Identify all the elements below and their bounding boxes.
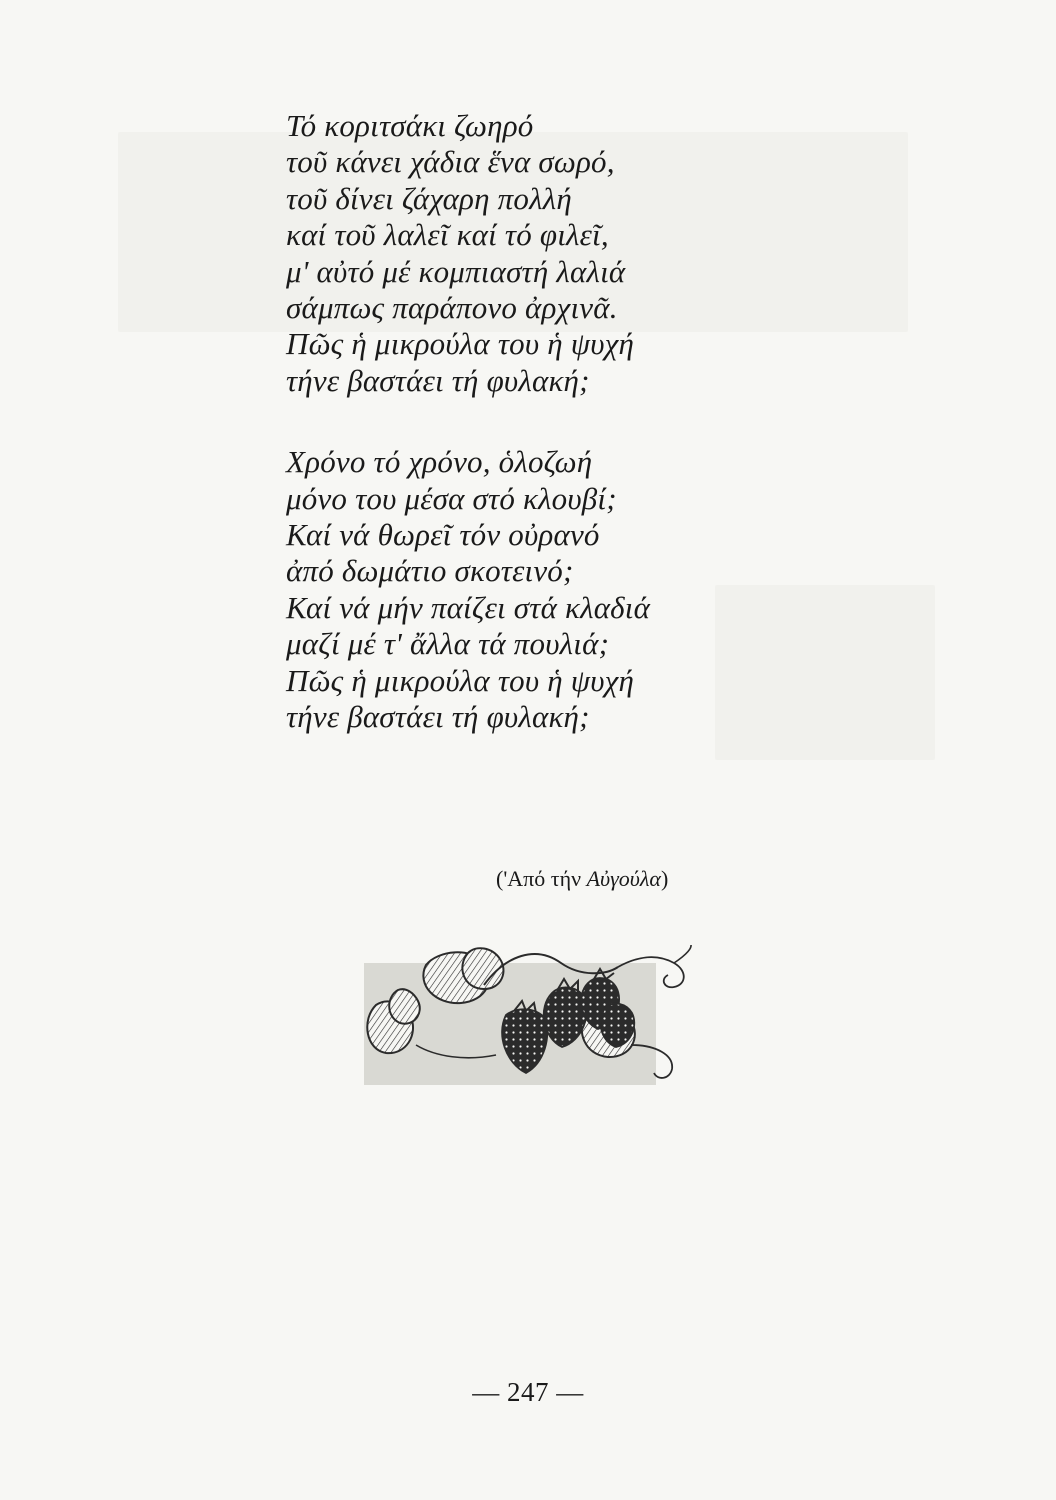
- stanza-2: [286, 444, 806, 735]
- poem: [286, 108, 806, 736]
- poem-line: Χρόνο τό χρόνο, ὁλοζωή: [286, 444, 593, 480]
- source-attribution: [496, 866, 668, 892]
- poem-line: καί τοῦ λαλεῖ καί τό φιλεῖ,: [286, 217, 609, 253]
- poem-line: Πῶς ἡ μικρούλα του ἡ ψυχή: [286, 326, 635, 362]
- poem-line: τοῦ δίνει ζάχαρη πολλή: [286, 180, 572, 216]
- poem-line: Πῶς ἡ μικρούλα του ἡ ψυχή: [286, 662, 635, 698]
- poem-line: σάμπως παράπονο ἀρχινᾶ.: [286, 290, 618, 326]
- source-title: Αὐγούλα: [586, 866, 661, 891]
- page-number: — 247 —: [472, 1377, 584, 1407]
- poem-line: τοῦ κάνει χάδια ἕνα σωρό,: [286, 144, 615, 180]
- poem-line: ἀπό δωμάτιο σκοτεινό;: [286, 553, 574, 589]
- poem-line: μόνο του μέσα στό κλουβί;: [286, 480, 617, 516]
- poem-line: τήνε βαστάει τή φυλακή;: [286, 362, 590, 398]
- source-prefix: ('Από τήν: [496, 866, 582, 891]
- poem-line: Καί νά θωρεῖ τόν οὐρανό: [286, 517, 600, 553]
- poem-line: Καί νά μήν παίζει στά κλαδιά: [286, 589, 651, 625]
- strawberry-vine-icon: [356, 945, 706, 1090]
- poem-line: μαζί μέ τ' ἄλλα τά πουλιά;: [286, 626, 610, 662]
- poem-line: Τό κοριτσάκι ζωηρό: [286, 108, 534, 143]
- stanza-1: [286, 108, 806, 399]
- poem-line: τήνε βαστάει τή φυλακή;: [286, 699, 590, 735]
- source-suffix: ): [660, 866, 669, 891]
- poem-line: μ' αὐτό μέ κομπιαστή λαλιά: [286, 253, 626, 289]
